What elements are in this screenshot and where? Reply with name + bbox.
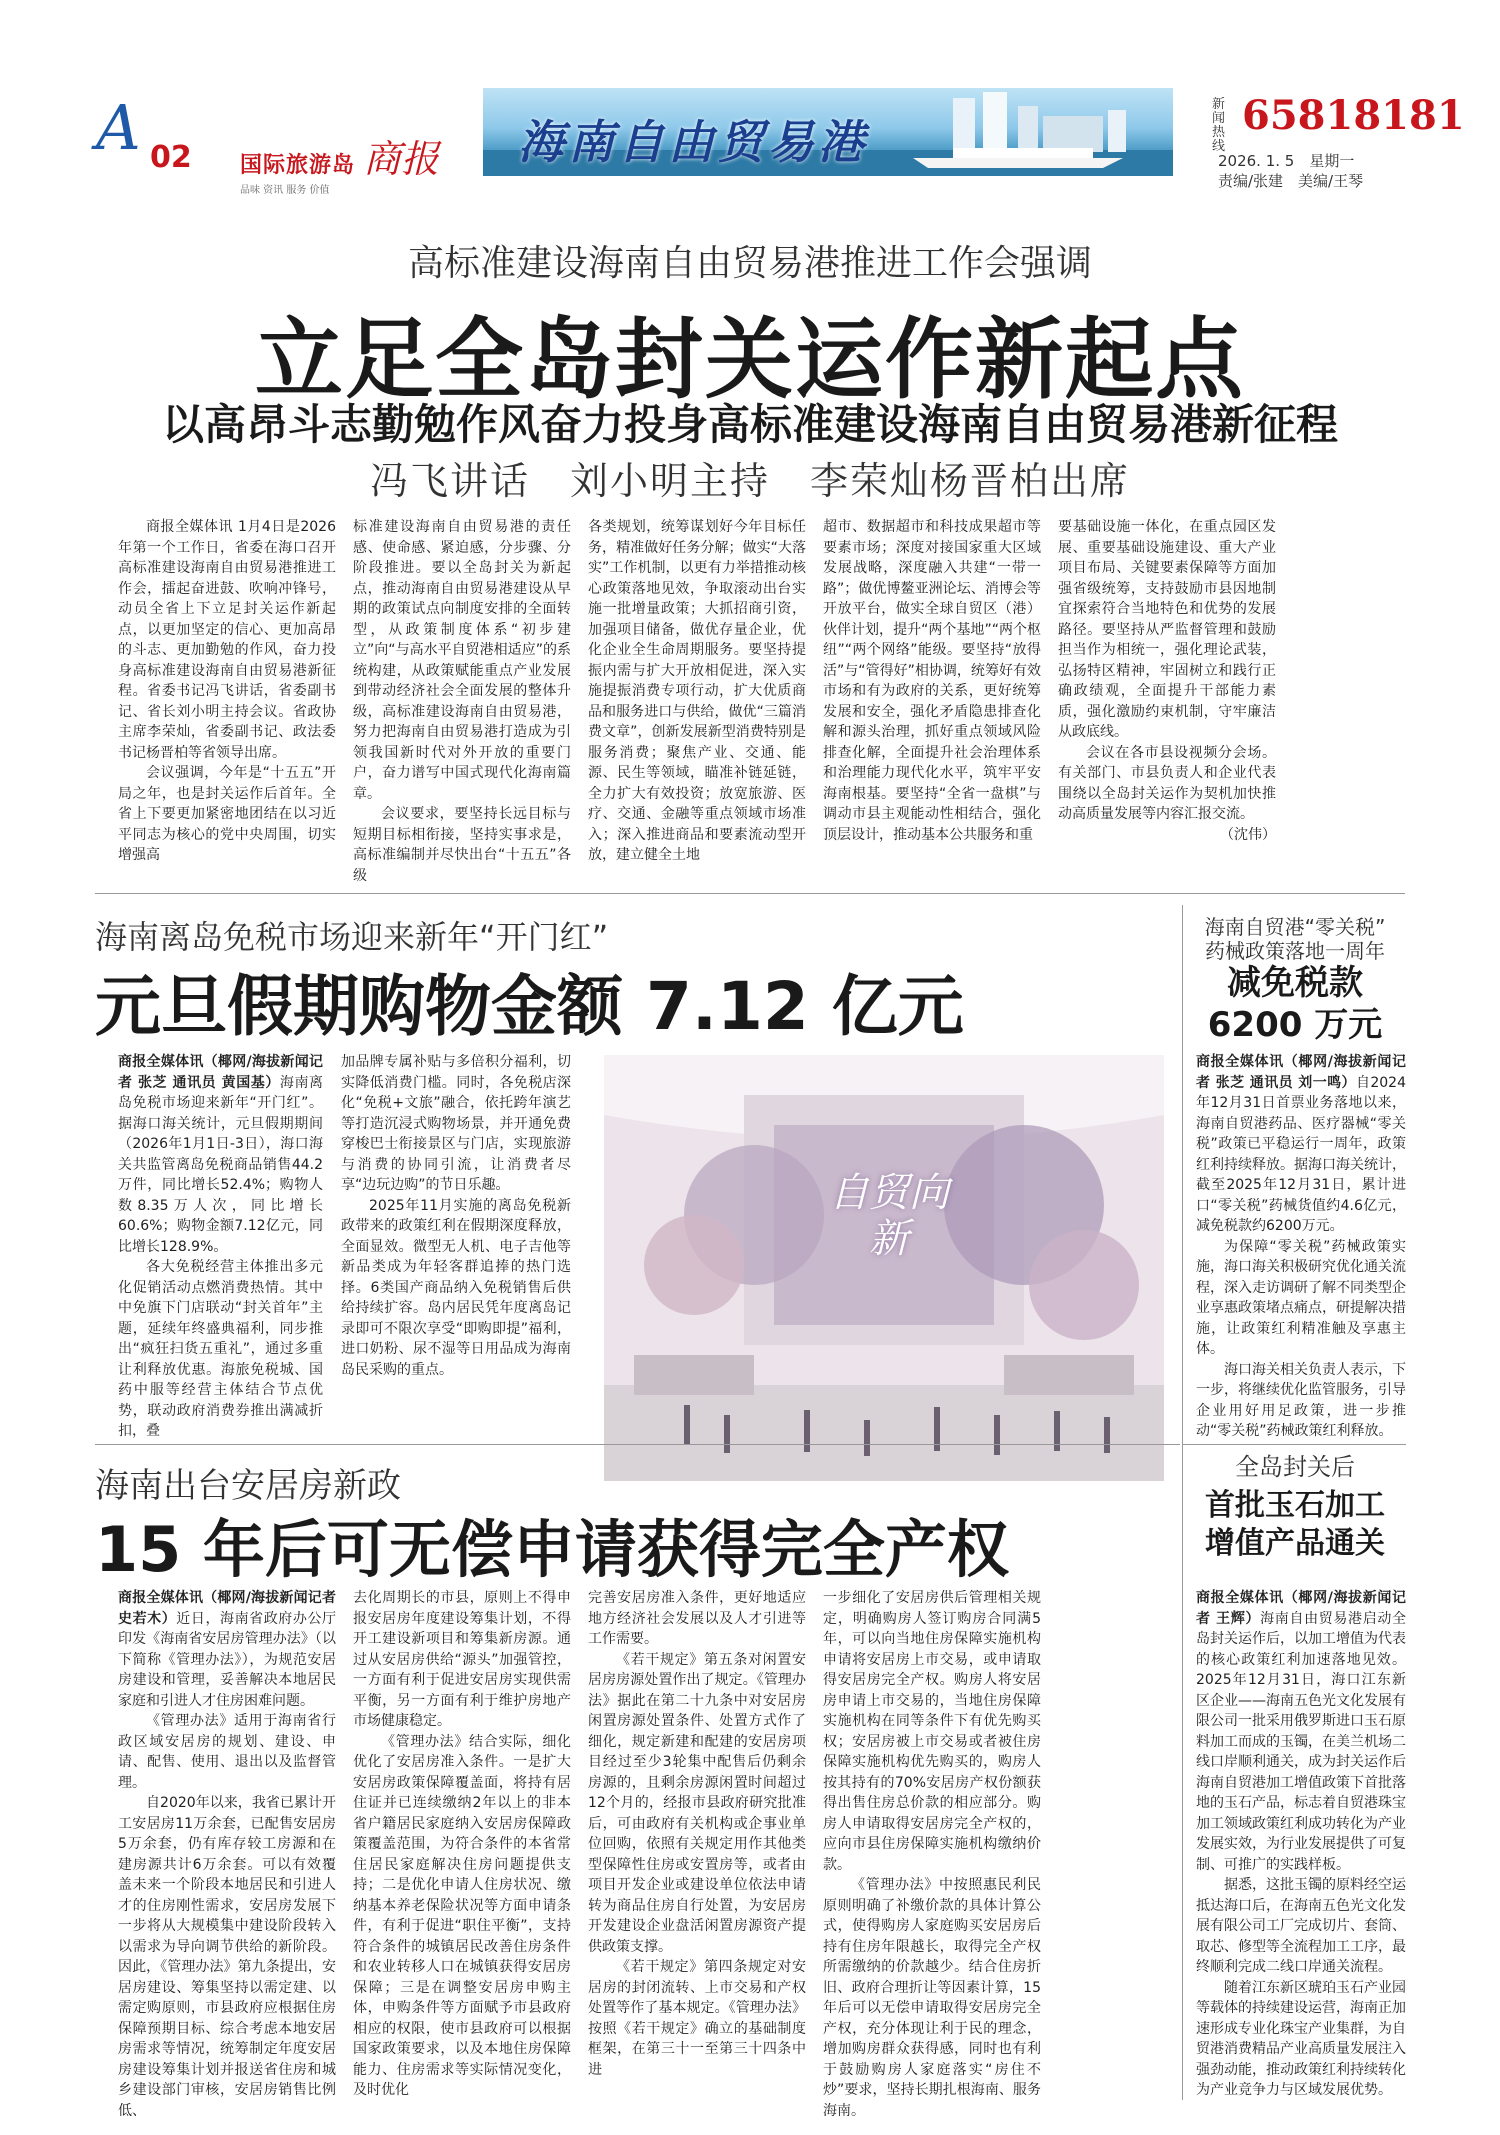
dutyfree-photo [604, 1055, 1164, 1481]
divider [95, 1444, 1180, 1445]
side1-para-text: 自2024年12月31日首票业务落地以来，海南自贸港药品、医疗器械“零关税”政策已平稳运行一周年，政策红利持续释放。据海口海关统计，截至2025年12月31日，累计进口“零关税”药械货值约4.6亿元，减免税款约6200万元。 [1196, 1074, 1406, 1234]
issue-date: 2026. 1. 5 星期一 [1218, 152, 1355, 170]
brand-sub: 品味 资讯 服务 价值 [240, 185, 330, 196]
dutyfree-para: 2025年11月实施的离岛免税新政带来的政策红利在假期深度释放，全面显效。微型无人机、电子吉他等新品类成为年轻客群追捧的热门选择。6类国产商品纳入免税销售后供给持续扩容。岛内居民凭年度离岛记录即可不限次享受“即购即提”福利，进口奶粉、尿不湿等日用品成为海南岛民采购的重点。 [341, 1197, 571, 1378]
side1-para: 为保障“零关税”药械政策实施，海口海关积极研究优化通关流程，深入走访调研了解不同类型企业享惠政策堵点痛点，研提解决措施，让政策红利精准触及享惠主体。 [1196, 1238, 1406, 1357]
housing-byline: 商报全媒体讯（椰网/海拔新闻记者 史若木） [118, 1590, 336, 1627]
side2-headline-line: 增值产品通关 [1205, 1526, 1385, 1561]
dutyfree-para: 加品牌专属补贴与多倍积分福利，切实降低消费门槛。同时，各免税店深化“免税+文旅”融合，依托跨年演艺等打造沉浸式购物场景，并开通免费穿梭巴士衔接景区与门店，实现旅游与消费的协同引流，让消费者尽享“边玩边购”的节日乐趣。 [341, 1054, 571, 1193]
dutyfree-headline: 元旦假期购物金额 7.12 亿元 [95, 968, 964, 1045]
banner-title: 海南自由贸易港 [518, 115, 868, 169]
dutyfree-column-2 [341, 1052, 571, 1380]
housing-para-text: 近日，海南省政府办公厅印发《海南省安居房管理办法》（以下简称《管理办法》），为规范安居房建设和管理，妥善解决本地居民家庭和引进人才住房困难问题。 [118, 1610, 337, 1709]
housing-para: 去化周期长的市县，原则上不得申报安居房年度建设筹集计划，不得开工建设新项目和筹集新房源。通过从安居房供给“源头”加强管控，一方面有利于促进安居房实现供需平衡，另一方面有利于维护房地产市场健康稳定。 [353, 1590, 571, 1729]
lead-attendance: 冯飞讲话 刘小明主持 李荣灿杨晋柏出席 [369, 459, 1130, 503]
side2-para-text: 海南自由贸易港启动全岛封关运作后，以加工增值为代表的核心政策红利加速落地见效。2025年12月31日，海口江东新区企业——海南五色光文化发展有限公司一批采用俄罗斯进口玉石原料加工而成的玉镯，在美兰机场二线口岸顺利通关，成为封关运作后海南自贸港加工增值政策下首批落地的玉石产品，标志着自贸港珠宝加工领域政策红利成功转化为产业发展实效，为行业发展提供了可复制、可推广的实践样板。 [1196, 1610, 1407, 1873]
dutyfree-column-1 [118, 1052, 323, 1442]
side2-body [1196, 1588, 1406, 2101]
divider [1182, 1444, 1406, 1445]
divider [95, 893, 1405, 894]
housing-para: 自2020年以来，我省已累计开工安居房11万余套，已配售安居房5万余套，仍有库存较工房源和在建房源共计6万余套。可以有效覆盖未来一个阶段本地居民和引进人才的住房刚性需求，安居房发展下一步将从大规模集中建设阶段转入以需求为导向调节供给的新阶段。因此，《管理办法》第九条提出，安居房建设、筹集坚持以需定建、以需定购原则，市县政府应根据住房保障预期目标、综合考虑本地安居房需求等情况，统筹制定年度安居房建设筹集计划并报送省住房和城乡建设部门审核，安居房销售比例低、 [118, 1795, 336, 2119]
lead-column-5 [1058, 517, 1276, 845]
lead-para: 要基础设施一体化，在重点园区发展、重要基础设施建设、重大产业项目布局、关键要素保障等方面加强省级统筹，支持鼓励市县因地制宜探索符合当地特色和优势的发展路径。要坚持从严监督管理和鼓励担当作为相统一，强化理论武装，弘扬特区精神，牢固树立和践行正确政绩观，全面提升干部能力素质，强化激励约束机制，守牢廉洁从政底线。 [1058, 519, 1276, 740]
brand-name: 国际旅游岛 [240, 153, 356, 178]
lead-subhead: 以高昂斗志勤勉作风奋力投身高标准建设海南自由贸易港新征程 [161, 400, 1338, 449]
housing-headline: 15 年后可无偿申请获得完全产权 [95, 1513, 1009, 1586]
hotline-number: 65818181 [1242, 92, 1465, 139]
side1-headline-line: 6200 万元 [1207, 1005, 1383, 1045]
side2-headline [1165, 1487, 1425, 1563]
housing-para: 《管理办法》结合实际，细化优化了安居房准入条件。一是扩大安居房政策保障覆盖面，将持有居住证并已连续缴纳2年以上的非本省户籍居民家庭纳入安居房保障政策覆盖范围，为符合条件的本省常住居民家庭解决住房问题提供支持；二是优化申请人住房状况、缴纳基本养老保险状况等方面申请条件，有利于促进“职住平衡”，支持符合条件的城镇居民改善住房条件和农业转移人口在城镇获得安居房保障；三是在调整安居房申购主体，申购条件等方面赋予市县政府相应的权限，使市县政府可以根据国家政策要求，以及本地住房保障能力、住房需求等实际情况变化，及时优化 [353, 1733, 571, 2098]
brand-script: 商报 [363, 137, 440, 181]
side2-kicker: 全岛封关后 [1235, 1453, 1355, 1481]
housing-para: 《管理办法》适用于海南省行政区域安居房的规划、建设、申请、配售、使用、退出以及监督管理。 [118, 1713, 336, 1791]
housing-para [118, 1588, 336, 1711]
housing-column-4 [823, 1588, 1041, 2121]
page-letter: A [96, 91, 141, 164]
housing-para: 《若干规定》第四条规定对安居房的封闭流转、上市交易和产权处置等作了基本规定。《管理办法》按照《若干规定》确立的基础制度框架，在第三十一至第三十四条中进 [588, 1959, 806, 2078]
lead-para: 会议在各市县设视频分会场。有关部门、市县负责人和企业代表围绕以全岛封关运作为契机加快推动高质量发展等内容汇报交流。 [1058, 744, 1276, 822]
side1-byline: 商报全媒体讯（椰网/海拔新闻记者 张芝 通讯员 刘一鸣） [1196, 1054, 1406, 1091]
lead-para: 各类规划，统筹谋划好今年目标任务，精准做好任务分解；做实“大落实”工作机制，以更有力举措推动核心政策落地见效，争取滚动出台实施一批增量政策；大抓招商引资，加强项目储备，做优存量企业，优化企业全生命周期服务。要坚持提振内需与扩大开放相促进，深入实施提振消费专项行动，扩大优质商品和服务进口与供给，做优“三篇消费文章”，创新发展新型消费特别是服务消费；聚焦产业、交通、能源、民生等领域，瞄准补链延链，全力扩大有效投资；放宽旅游、医疗、交通、金融等重点领域市场准入；深入推进商品和要素流动型开放，建立健全土地 [588, 519, 806, 863]
side2-para: 据悉，这批玉镯的原料经空运抵达海口后，在海南五色光文化发展有限公司工厂完成切片、套筒、取芯、修型等全流程加工工序，最终顺利完成二线口岸通关流程。 [1196, 1877, 1406, 1975]
lead-para: 商报全媒体讯 1月4日是2026年第一个工作日，省委在海口召开高标准建设海南自由贸易港推进工作会，擂起奋进鼓、吹响冲锋号，动员全省上下立足封关运作新起点，以更加坚定的信心、更加高昂的斗志、更加勤勉的作风，奋力投身高标准建设海南自由贸易港新征程。省委书记冯飞讲话，省委副书记、省长刘小明主持会议。省政协主席李荣灿，省委副书记、政法委书记杨晋柏等省领导出席。 [118, 519, 336, 761]
dutyfree-para: 各大免税经营主体推出多元化促销活动点燃消费热情。其中中免旗下门店联动“封关首年”主题，延续年终盛典福利，同步推出“疯狂扫货五重礼”，通过多重让利释放优惠。海旅免税城、国药中服等经营主体结合节点优势，联动政府消费券推出满减折扣，叠 [118, 1259, 323, 1439]
housing-column-1 [118, 1588, 336, 2121]
dutyfree-byline: 商报全媒体讯（椰网/海拔新闻记者 张芝 通讯员 黄国基） [118, 1054, 323, 1091]
lead-headline: 立足全岛封关运作新起点 [254, 308, 1245, 411]
dutyfree-para [118, 1052, 323, 1257]
housing-column-2 [353, 1588, 571, 2101]
side1-kicker [1165, 915, 1425, 963]
side2-para: 随着江东新区琥珀玉石产业园等载体的持续建设运营，海南正加速形成专业化珠宝产业集群，为自贸港消费精品产业高质量发展注入强劲动能，推动政策红利持续转化为产业竞争力与区域发展优势。 [1196, 1979, 1406, 2098]
housing-kicker: 海南出台安居房新政 [95, 1466, 401, 1506]
brand-logo [240, 128, 440, 196]
lead-column-2 [353, 517, 571, 886]
housing-para: 《管理办法》中按照惠民利民原则明确了补缴价款的具体计算公式，使得购房人家庭购买安居房后持有住房年限越长，取得完全产权所需缴纳的价款越少。结合住房折旧、政府合理折让等因素计算，15年后可以无偿申请取得安居房完全产权，充分体现让利于民的理念，增加购房群众获得感，同时也有利于鼓励购房人家庭落实“房住不炒”要求，坚持长期扎根海南、服务海南。 [823, 1877, 1041, 2119]
side1-headline-line: 减免税款 [1227, 963, 1363, 1003]
lead-para: 标准建设海南自由贸易港的责任感、使命感、紧迫感，分步骤、分阶段推进。要以全岛封关为新起点，推动海南自由贸易港建设从早期的政策试点向制度安排的全面转型，从政策制度体系“初步建立”向“与高水平自贸港相适应”的系统构建，从政策赋能重点产业发展到带动经济社会全面发展的整体升级，高标准建设海南自由贸易港，努力把海南自由贸易港打造成为引领我国新时代对外开放的重要门户，奋力谱写中国式现代化海南篇章。 [353, 519, 571, 802]
side1-kicker-line: 海南自贸港“零关税” [1204, 915, 1386, 939]
side1-headline [1165, 962, 1425, 1046]
side1-para [1196, 1052, 1406, 1237]
photo-scene-graphic [604, 1055, 1164, 1481]
page-number: 02 [150, 140, 192, 175]
housing-column-3 [588, 1588, 806, 2080]
hotline-label: 新闻热线 [1212, 97, 1226, 154]
side1-para: 海口海关相关负责人表示，下一步，将继续优化监管服务，引导企业用好用足政策，进一步推动“零关税”药械政策红利释放。 [1196, 1361, 1406, 1439]
lead-signature: （沈伟） [1220, 826, 1276, 843]
editors: 责编/张建 美编/王琴 [1218, 172, 1364, 190]
lead-para: 超市、数据超市和科技成果超市等要素市场；深度对接国家重大区域发展战略，深度融入共建“一带一路”；做优博鳌亚洲论坛、消博会等开放平台，做实全球自贸区（港）伙伴计划，提升“两个基地”“两个枢纽”“两个网络”能级。要坚持“放得活”与“管得好”相协调，统筹好有效市场和有为政府的关系，更好统筹发展和安全，强化矛盾隐患排查化解和源头治理，抓好重点领域风险排查化解，全面提升社会治理体系和治理能力现代化水平，筑牢平安海南根基。要坚持“全省一盘棋”与调动市县主观能动性相结合，强化顶层设计，推动基本公共服务和重 [823, 519, 1041, 843]
side2-byline: 商报全媒体讯（椰网/海拔新闻记者 王辉） [1196, 1590, 1406, 1627]
side2-headline-line: 首批玉石加工 [1205, 1488, 1385, 1523]
lead-column-4 [823, 517, 1041, 845]
side1-body [1196, 1052, 1406, 1442]
lead-column-1 [118, 517, 336, 866]
side1-kicker-line: 药械政策落地一周年 [1205, 939, 1385, 963]
dutyfree-para-text: 海南离岛免税市场迎来新年“开门红”。据海口海关统计，元旦假期期间（2026年1月1日-3日），海口海关共监管离岛免税商品销售44.2万件，同比增长52.4%；购物人数8.35万人次，同比增长60.6%；购物金额7.12亿元，同比增长128.9%。 [118, 1074, 324, 1255]
lead-kicker: 高标准建设海南自由贸易港推进工作会强调 [407, 243, 1092, 284]
lead-column-3 [588, 517, 806, 866]
side2-para [1196, 1588, 1406, 1875]
lead-para: 会议要求，要坚持长远目标与短期目标相衔接，坚持实事求是，高标准编制并尽快出台“十五五”各级 [353, 806, 571, 884]
housing-para: 《若干规定》第五条对闲置安居房房源处置作出了规定。《管理办法》据此在第二十九条中对安居房闲置房源处置条件、处置方式作了细化，规定新建和配建的安居房项目经过至少3轮集中配售后仍剩余房源的，且剩余房源闲置时间超过12个月的，经报市县政府研究批准后，可由政府有关机构或企事业单位回购，依照有关规定用作其他类型保障性住房或安置房等，或者由项目开发企业或建设单位依法申请转为商品住房自行处置，为安居房开发建设企业盘活闲置房源资产提供政策支撑。 [588, 1651, 806, 1955]
lead-para: 会议强调，今年是“十五五”开局之年，也是封关运作后首年。全省上下要更加紧密地团结在以习近平同志为核心的党中央周围，切实增强高 [118, 765, 336, 863]
banner [483, 88, 1173, 176]
housing-para: 完善安居房准入条件，更好地适应地方经济社会发展以及人才引进等工作需要。 [588, 1590, 806, 1647]
photo-display-script: 自贸向新 [829, 1170, 949, 1262]
dutyfree-kicker: 海南离岛免税市场迎来新年“开门红” [95, 918, 609, 956]
housing-para: 一步细化了安居房供后管理相关规定，明确购房人签订购房合同满5年，可以向当地住房保障实施机构申请将安居房上市交易，或申请取得安居房完全产权。购房人将安居房申请上市交易的，当地住房保障实施机构在同等条件下有优先购买权；安居房被上市交易或者被住房保障实施机构优先购买的，购房人按其持有的70%安居房产权份额获得出售住房总价款的相应部分。购房人申请取得安居房完全产权的，应向市县住房保障实施机构缴纳价款。 [823, 1590, 1041, 1873]
